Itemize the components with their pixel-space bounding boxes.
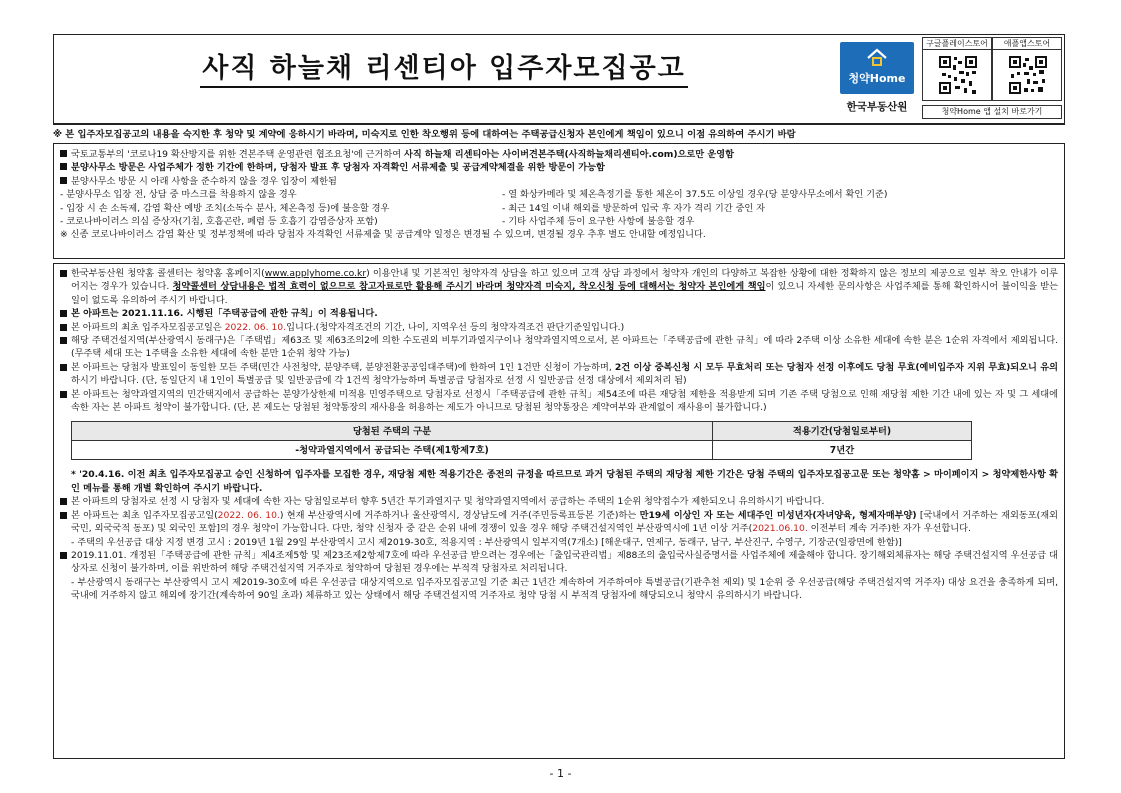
table-row (72, 441, 972, 460)
covid-rule-row-2 (60, 202, 1058, 215)
paragraph-callcenter (60, 267, 1058, 307)
logo-text: 청약Home (848, 72, 906, 85)
covid-rule: - 기타 사업주체 등이 요구한 사항에 불응할 경우 (502, 215, 695, 227)
paragraph-eligibility (60, 509, 1058, 536)
bullet-square-icon (60, 391, 67, 398)
bullet-square-icon (60, 364, 67, 371)
logo-org: 한국부동산원 (846, 101, 908, 113)
note-rewin-period: * '20.4.16. 이전 최초 입주자모집공고 승인 신청하여 입주자를 모집한 경우, 재당첨 제한 적용기간은 종전의 규정을 따르므로 과거 당첨된 주택의 재당첨 제한 기간은 당첨 주택의 입주자모집공고문 또는 청약홈 > 마이페이지 > 청약제한사항 확인 메뉴를 통해 개별 확인하여 주시기 바랍니다. (71, 469, 1058, 494)
bullet-square-icon (60, 150, 67, 157)
paragraph-first-notice-date (60, 321, 1058, 334)
google-play-qr[interactable] (922, 37, 992, 101)
bullet-square-icon (60, 163, 67, 170)
text: 이전부터 계속 거주)한 자가 우선합니다. (807, 523, 971, 535)
google-play-label: 구글플레이스토어 (923, 38, 991, 50)
text: 입니다.(청약자격조건의 기간, 나이, 지역우선 등의 청약자격조건 판단기준일입니다.) (286, 321, 625, 333)
page-number: - 1 - (549, 767, 572, 780)
paragraph-region (60, 334, 1058, 361)
app-store-qr[interactable] (992, 37, 1062, 101)
bullet-square-icon (60, 512, 67, 519)
applyhome-link[interactable]: www.applyhome.co.kr (264, 268, 367, 279)
text: 해당 주택건설지역(부산광역시 동래구)은「주택법」제63조 및 제63조의2에 의한 수도권외 비투기과열지구이나 청약과열지역으로서, 본 아파트는「주택공급에 관한 규칙」에 따라 2주택 이상 소유한 세대에 속한 분은 1순위 자격에서 제외됩니다.(무주택 세대 또는 1주택을 소유한 세대에 속한 분만 1순위 청약 가능) (71, 335, 1058, 360)
covid-rule: - 입장 시 손 소독제, 감염 확산 예방 조치(소독수 분사, 체온측정 등)에 불응할 경우 (60, 202, 390, 214)
covid-line-4: ※ 신종 코로나바이러스 감염 확산 및 정부정책에 따라 당첨자 자격확인 서류제출 및 공급계약 일정은 변경될 수 있으며, 변경될 경우 추후 별도 안내할 예정입니다. (60, 229, 706, 241)
bullet-square-icon (60, 552, 67, 559)
text: 본 아파트의 최초 입주자모집공고일은 (71, 321, 225, 333)
app-store-label: 애플앱스토어 (993, 38, 1061, 50)
qr-code-icon (939, 53, 977, 97)
notice-top: ※ 본 입주자모집공고의 내용을 숙지한 후 청약 및 계약에 응하시기 바라며, 미숙지로 인한 착오행위 등에 대하여는 주택공급신청자 본인에게 책임이 있으니 이점 유의하여 주시기 바람 (53, 129, 796, 140)
table-header: 당첨된 주택의 구분 (72, 422, 713, 441)
covid-line-2-text: 분양사무소 방문은 사업주체가 정한 기간에 한하며, 당첨자 발표 후 당첨자 자격확인 서류제출 및 공급계약체결을 위한 방문이 가능함 (71, 162, 605, 174)
bullet-square-icon (60, 324, 67, 331)
paragraph-overseas (60, 549, 1058, 576)
text-bold: 2건 이상 중복신청 시 모두 무효처리 또는 당첨자 선정 이후에도 당첨 무효(예비입주자 지위 무효)되오니 유의 (614, 361, 1058, 373)
main-notice-box (53, 263, 1065, 759)
covid-line-1-text: 국토교통부의 '코로나19 확산방지를 위한 견본주택 운영관련 협조요청'에 근거하여 (71, 149, 404, 160)
covid-notice-box (53, 143, 1065, 259)
text: 본 아파트는 최초 입주자모집공고일( (71, 509, 218, 521)
rewin-limit-table (71, 421, 972, 460)
paragraph-rewin-limit (60, 388, 1058, 415)
sub-dongnae-notice: - 부산광역시 동래구는 부산광역시 고시 제2019-30호에 따른 우선공급 대상지역으로 입주자모집공고일 기준 최근 1년간 계속하여 거주하여야 특별공급(기관추천 제외) 및 1순위 중 우선공급(해당 주택건설지역 거주자) 대상 요건을 충족하게 되며, 국내에 거주하지 않고 해외에 장기간(계속하여 90일 초과) 체류하고 있는 상태에서 해당 주택건설지역 거주자로 청약 당첨 시 부적격 당첨자에 해당되오니 청약시 유의하시기 바랍니다. (71, 576, 1058, 602)
covid-rule: - 분양사무소 입장 전, 상담 중 마스크를 착용하지 않을 경우 (60, 189, 297, 201)
text: 본 아파트는 청약과열지역의 민간택지에서 공급하는 분양가상한제 미적용 민영주택으로 당첨자로 선정시「주택공급에 관한 규칙」제54조에 따른 재당첨 제한을 적용받게 되며 기존 주택 당첨으로 인해 재당첨 제한 기간 내에 있는 자 및 그 세대에 속한 자는 본 아파트 청약이 불가합니다. (단, 본 제도는 당첨된 청약통장의 재사용을 허용하는 제도가 아니므로 당첨된 청약통장은 계약여부와 관계없이 재사용이 불가합니다.) (71, 388, 1058, 414)
text: 한국부동산원 청약홈 콜센터는 청약홈 홈페이지( (71, 268, 265, 279)
bullet-square-icon (60, 498, 67, 505)
house-icon (867, 48, 887, 68)
qr-code-icon (1009, 53, 1047, 97)
applyhome-logo[interactable] (838, 39, 916, 121)
app-install-link[interactable]: 청약Home 앱 설치 바로가기 (922, 105, 1062, 119)
paragraph-duplicate (60, 361, 1058, 388)
table-cell: -청약과열지역에서 공급되는 주택(제1항제7호) (72, 441, 713, 460)
covid-line-3 (60, 175, 1058, 188)
logo-badge (840, 42, 914, 94)
bullet-square-icon (60, 310, 67, 317)
text: ) 이용안내 및 기본적인 청약자격 상담을 하고 있으며 고객 상담 과정에서 청약자 개인의 다양하고 복잡한 상황에 대한 정확하지 않은 정보의 제공으로 일부 착오 안내가 이루어지는 경우가 있습니다. (71, 268, 1058, 293)
text: 2019.11.01. 개정된「주택공급에 관한 규칙」제4조제5항 및 제23조제2항제7호에 따라 우선공급 받으려는 경우에는「출입국관리법」제88조의 출입국사실증명서를 사업주체에 제출해야 합니다. 장기해외체류자는 해당 주택건설지역 우선공급 대상자로 신청이 불가하며, 이를 위반하여 해당 주택건설지역 거주자로 청약하여 당첨된 경우에는 부적격 당첨자로 처리됩니다. (71, 549, 1058, 575)
covid-rule: - 코로나바이러스 의심 증상자(기침, 호흡곤란, 폐렴 등 호흡기 감염증상자 포함) (60, 215, 378, 227)
covid-rule-row-1 (60, 188, 1058, 201)
covid-line-1 (60, 148, 1058, 161)
covid-rule-row-3 (60, 215, 1058, 228)
text: ) 현재 부산광역시에 거주하거나 울산광역시, 경상남도에 거주(주민등록표등본 기준)하는 (279, 509, 640, 521)
covid-line-1-bold: 사직 하늘채 리센티아는 사이버견본주택(사직하늘채리센티아.com)으로만 운영함 (403, 149, 735, 160)
covid-rule: - 최근 14일 이내 해외를 방문하여 입국 후 자가 격리 기간 중인 자 (502, 202, 766, 214)
text: [국내에서 거주하는 재외동포(재외국민, 외국국적 동포) 및 외국인 포함]의 경우 청약이 가능합니다. 다만, 청약 신청자 중 같은 순위 내에 경쟁이 있을 경우 해당 주택건설지역인 부산광역시에 1년 이상 거주( (71, 509, 1058, 535)
notice-date: 2022. 06. 10. (224, 321, 287, 333)
covid-rule: - 열 화상카메라 및 체온측정기를 통한 체온이 37.5도 이상일 경우(당 분양사무소에서 확인 기준) (502, 189, 888, 201)
table-cell: 7년간 (713, 441, 972, 460)
residence-date: 2021.06.10. (752, 523, 808, 535)
notice-date: 2022. 06. 10. (217, 509, 280, 521)
paragraph-rule-applied (60, 307, 1058, 320)
sub-priority-notice: - 주택의 우선공급 대상 지정 변경 고시 : 2019년 1월 29일 부산광역시 고시 제2019-30호, 적용지역 : 부산광역시 일부지역(7개소) [해운대구, 연제구, 동래구, 남구, 부산진구, 수영구, 기장군(일광면에 한함)] (71, 536, 902, 548)
bullet-square-icon (60, 177, 67, 184)
table-header: 적용기간(당첨일로부터) (713, 422, 972, 441)
page-title: 사직 하늘채 리센티아 입주자모집공고 (54, 52, 834, 86)
covid-line-2 (60, 161, 1058, 174)
paragraph-first-rank-limit (60, 495, 1058, 508)
text-bold: 청약콜센터 상담내용은 법적 효력이 없으므로 참고자료로만 활용해 주시기 바라며 청약자격 미숙지, 착오신청 등에 대해서는 청약자 본인에게 책임 (172, 281, 766, 293)
text-bold: 만19세 이상인 자 또는 세대주인 미성년자(자녀양육, 형제자매부양) (639, 509, 917, 521)
text: 본 아파트는 당첨자 발표일이 동일한 모든 주택(민간 사전청약, 분양주택, 분양전환공공임대주택)에 한하여 1인 1건만 신청이 가능하며, (71, 361, 615, 373)
text: 본 아파트는 2021.11.16. 시행된「주택공급에 관한 규칙」이 적용됩니다. (71, 308, 378, 320)
header (53, 34, 1065, 125)
text: 이 있으니 자세한 문의사항은 사업주체를 통해 확인하시어 불이익을 받는 일이 없도록 유의하여 주시기 바랍니다. (71, 281, 1058, 306)
text: 본 아파트의 당첨자로 선정 시 당첨자 및 세대에 속한 자는 당첨일로부터 향후 5년간 투기과열지구 및 청약과열지역에서 공급하는 주택의 1순위 청약접수가 제한되오니 유의하시기 바랍니다. (71, 496, 825, 508)
table-header-row (72, 422, 972, 441)
bullet-square-icon (60, 337, 67, 344)
covid-line-3-text: 분양사무소 방문 시 아래 사항을 준수하지 않을 경우 입장이 제한됨 (71, 175, 337, 187)
bullet-square-icon (60, 270, 67, 277)
text: 하시기 바랍니다. (단, 동일단지 내 1인이 특별공급 및 일반공급에 각 1건씩 청약가능하며 특별공급 당첨자로 선정 시 일반공급 선정 대상에서 제외처리 됨) (71, 375, 687, 387)
